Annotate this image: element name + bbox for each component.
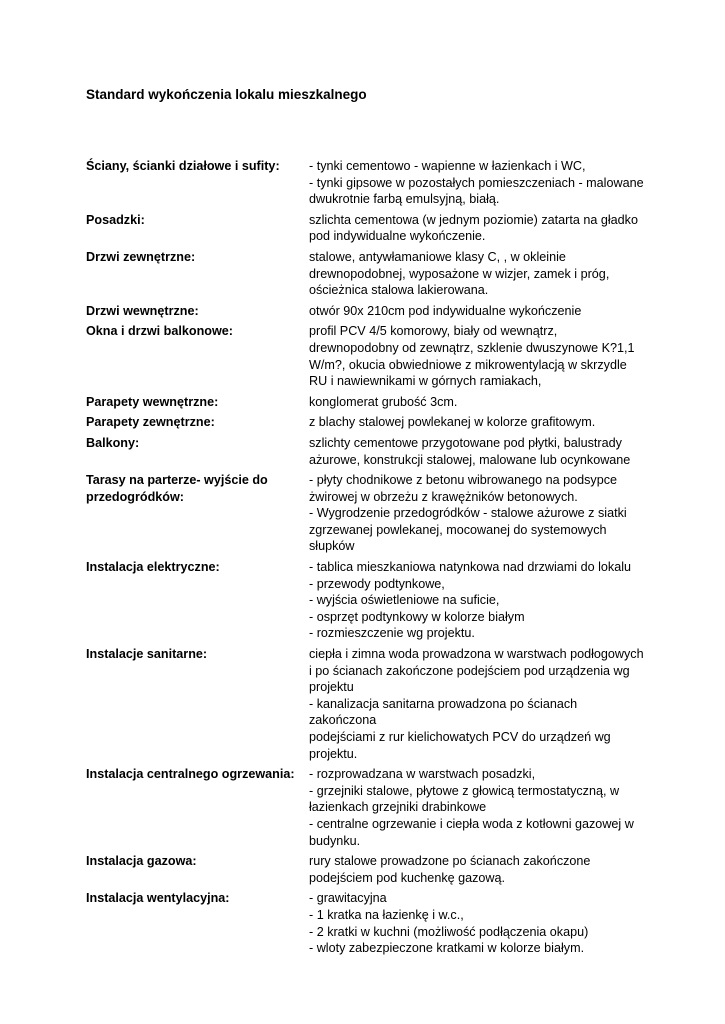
spec-value-line: RU i nawiewnikami w górnych ramiakach, <box>309 374 542 389</box>
spec-label: Okna i drzwi balkonowe: <box>86 324 233 339</box>
spec-value-line: projektu <box>309 680 354 695</box>
spec-value-line: ciepła i zimna woda prowadzona w warstwach podłogowych <box>309 647 644 662</box>
spec-value-line: - osprzęt podtynkowy w kolorze białym <box>309 609 525 624</box>
spec-value-line: profil PCV 4/5 komorowy, biały od wewnątrz, <box>309 324 558 339</box>
page-title: Standard wykończenia lokalu mieszkalnego <box>86 87 367 102</box>
spec-value <box>309 853 646 886</box>
spec-value <box>309 323 646 389</box>
spec-value-line: - grawitacyjna <box>309 891 387 906</box>
spec-label: Tarasy na parterze- wyjście do przedogródków: <box>86 473 268 504</box>
spec-label: Drzwi wewnętrzne: <box>86 303 199 318</box>
spec-value <box>309 890 646 956</box>
spec-value-line: - centralne ogrzewanie i ciepła woda z kotłowni gazowej w <box>309 816 634 831</box>
spec-value-line: szlichty cementowe przygotowane pod płytki, balustrady <box>309 435 622 450</box>
spec-label: Instalacja elektryczne: <box>86 560 220 575</box>
spec-value-line: - rozprowadzana w warstwach posadzki, <box>309 767 536 782</box>
spec-value <box>309 766 646 849</box>
spec-value-line: - 1 kratka na łazienkę i w.c., <box>309 907 464 922</box>
spec-value-line: rury stalowe prowadzone po ścianach zakończone <box>309 854 591 869</box>
spec-value-line: konglomerat grubość 3cm. <box>309 394 458 409</box>
spec-value-line: - tablica mieszkaniowa natynkowa nad drzwiami do lokalu <box>309 560 631 575</box>
spec-value <box>309 559 646 642</box>
spec-row <box>86 212 646 245</box>
spec-label: Ściany, ścianki działowe i sufity: <box>86 159 280 173</box>
spec-value-line: podejściem pod kuchenkę gazową. <box>309 870 506 885</box>
spec-label: Instalacja gazowa: <box>86 854 197 869</box>
spec-value-line: - tynki cementowo - wapienne w łazienkach i WC, <box>309 159 586 173</box>
spec-row <box>86 559 646 642</box>
spec-value-line: - wloty zabezpieczone kratkami w kolorze białym. <box>309 941 585 956</box>
spec-label: Parapety zewnętrzne: <box>86 415 215 430</box>
spec-row <box>86 766 646 849</box>
spec-label: Parapety wewnętrzne: <box>86 394 219 409</box>
spec-value-line: łazienkach grzejniki drabinkowe <box>309 800 487 815</box>
spec-value-line: - płyty chodnikowe z betonu wibrowanego na podsypce <box>309 473 618 488</box>
spec-value <box>309 435 646 468</box>
spec-value-line: projektu. <box>309 746 358 761</box>
spec-value-line: żwirowej w obrzeżu z krawężników betonowych. <box>309 489 578 504</box>
spec-row <box>86 303 646 320</box>
spec-value-line: - kanalizacja sanitarna prowadzona po ścianach zakończona <box>309 696 578 728</box>
spec-row <box>86 158 646 208</box>
spec-value <box>309 472 646 555</box>
spec-value-line: szlichta cementowa (w jednym poziomie) zatarta na gładko <box>309 212 638 227</box>
spec-value-line: - wyjścia oświetleniowe na suficie, <box>309 593 500 608</box>
spec-value-line: zgrzewanej powlekanej, mocowanej do systemowych <box>309 522 607 537</box>
spec-label: Instalacje sanitarne: <box>86 647 208 662</box>
spec-value-line: słupków <box>309 539 355 554</box>
spec-value-line: - grzejniki stalowe, płytowe z głowicą termostatyczną, w <box>309 783 620 798</box>
spec-value <box>309 212 646 245</box>
spec-row <box>86 249 646 299</box>
spec-value-line: otwór 90x 210cm pod indywidualne wykończenie <box>309 303 582 318</box>
spec-value <box>309 646 646 762</box>
spec-value-line: i po ścianach zakończone podejściem pod urządzenia wg <box>309 663 630 678</box>
spec-row <box>86 435 646 468</box>
spec-value <box>309 394 646 411</box>
spec-row <box>86 394 646 411</box>
spec-value-line: W/m?, okucia obwiedniowe z mikrowentylacją w skrzydle <box>309 357 627 372</box>
spec-value-line: pod indywidualne wykończenie. <box>309 229 486 244</box>
spec-value-line: z blachy stalowej powlekanej w kolorze grafitowym. <box>309 415 596 430</box>
spec-value-line: stalowe, antywłamaniowe klasy C, , w okleinie <box>309 249 566 264</box>
spec-value-line: - tynki gipsowe w pozostałych pomieszczeniach - malowane <box>309 175 644 190</box>
spec-row <box>86 853 646 886</box>
spec-value-line: ościeżnica stalowa lakierowana. <box>309 283 489 298</box>
spec-label: Instalacja wentylacyjna: <box>86 891 230 906</box>
spec-label: Posadzki: <box>86 212 145 227</box>
spec-row <box>86 323 646 389</box>
spec-value-line: - rozmieszczenie wg projektu. <box>309 626 475 641</box>
spec-label: Drzwi zewnętrzne: <box>86 249 196 264</box>
spec-row <box>86 890 646 956</box>
spec-value-line: dwukrotnie farbą emulsyjną, białą. <box>309 192 500 207</box>
spec-value <box>309 303 646 320</box>
spec-label: Instalacja centralnego ogrzewania: <box>86 767 295 782</box>
spec-value-line: - przewody podtynkowe, <box>309 576 445 591</box>
spec-row <box>86 414 646 431</box>
spec-value-line: ażurowe, konstrukcji stalowej, malowane lub ocynkowane <box>309 452 631 467</box>
spec-value-line: drewnopodobnej, wyposażone w wizjer, zamek i próg, <box>309 266 610 281</box>
spec-value-line: - 2 kratki w kuchni (możliwość podłączenia okapu) <box>309 924 589 939</box>
specification-list <box>86 158 646 961</box>
spec-value-line: podejściami z rur kielichowatych PCV do urządzeń wg <box>309 730 611 744</box>
spec-value <box>309 249 646 299</box>
spec-value <box>309 158 646 208</box>
spec-value <box>309 414 646 431</box>
spec-value-line: budynku. <box>309 833 361 848</box>
spec-row <box>86 646 646 762</box>
spec-label: Balkony: <box>86 435 140 450</box>
spec-value-line: drewnopodobny od zewnątrz, szklenie dwuszynowe K?1,1 <box>309 340 635 355</box>
spec-row <box>86 472 646 555</box>
spec-value-line: - Wygrodzenie przedogródków - stalowe ażurowe z siatki <box>309 506 627 521</box>
